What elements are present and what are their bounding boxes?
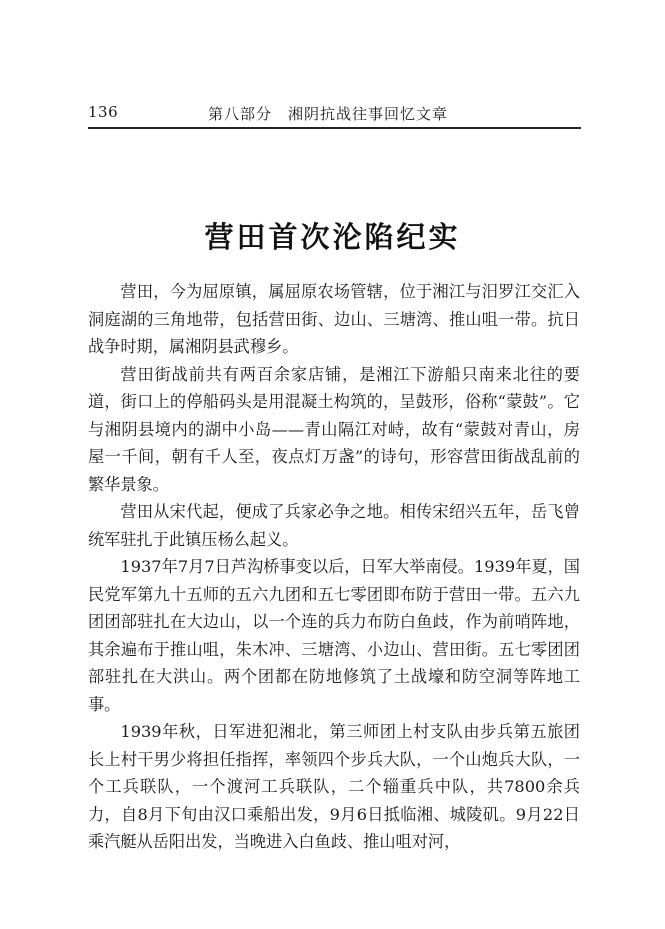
- paragraph: 营田，今为屈原镇，属屈原农场管辖，位于湘江与汨罗江交汇入洞庭湖的三角地带，包括营田街、边山、三塘湾、推山咀一带。抗日战争时期，属湘阴县武穆乡。: [88, 282, 580, 356]
- article-title: 营田首次沦陷纪实: [204, 220, 461, 255]
- paragraph: 1939年秋，日军进犯湘北，第三师团上村支队由步兵第五旅团长上村干男少将担任指挥，率领四个步兵大队，一个山炮兵大队，一个工兵联队，一个渡河工兵联队，二个辎重兵中队，共7800余兵力，自8月下旬由汉口乘船出发，9月6日抵临湘、城陵矶。9月22日乘汽艇从岳阳出发，当晚进入白鱼歧、推山咀对河，: [88, 722, 580, 851]
- paragraph: 1937年7月7日芦沟桥事变以后，日军大举南侵。1939年夏，国民党军第九十五师的五六九团和五七零团即布防于营田一带。五六九团团部驻扎在大边山，以一个连的兵力布防白鱼歧，作为前哨阵地，其余遍布于推山咀，朱木冲、三塘湾、小边山、营田街。五七零团团部驻扎在大洪山。两个团都在防地修筑了土战壕和防空洞等阵地工事。: [88, 557, 580, 714]
- page-number: 136: [88, 103, 119, 121]
- header-rule: [88, 127, 581, 129]
- article-body: [88, 278, 580, 856]
- running-header: [88, 100, 580, 126]
- paragraph: 营田街战前共有两百余家店铺，是湘江下游船只南来北往的要道，街口上的停船码头是用混凝土构筑的，呈鼓形，俗称“蒙鼓”。它与湘阴县境内的湖中小岛——青山隔江对峙，故有“蒙鼓对青山，房屋一千间，朝有千人至，夜点灯万盏”的诗句，形容营田街战乱前的繁华景象。: [88, 364, 580, 494]
- paragraph: 营田从宋代起，便成了兵家必争之地。相传宋绍兴五年，岳飞曾统军驻扎于此镇压杨么起义。: [88, 502, 580, 549]
- running-head-title: 第八部分 湘阴抗战往事回忆文章: [208, 105, 449, 123]
